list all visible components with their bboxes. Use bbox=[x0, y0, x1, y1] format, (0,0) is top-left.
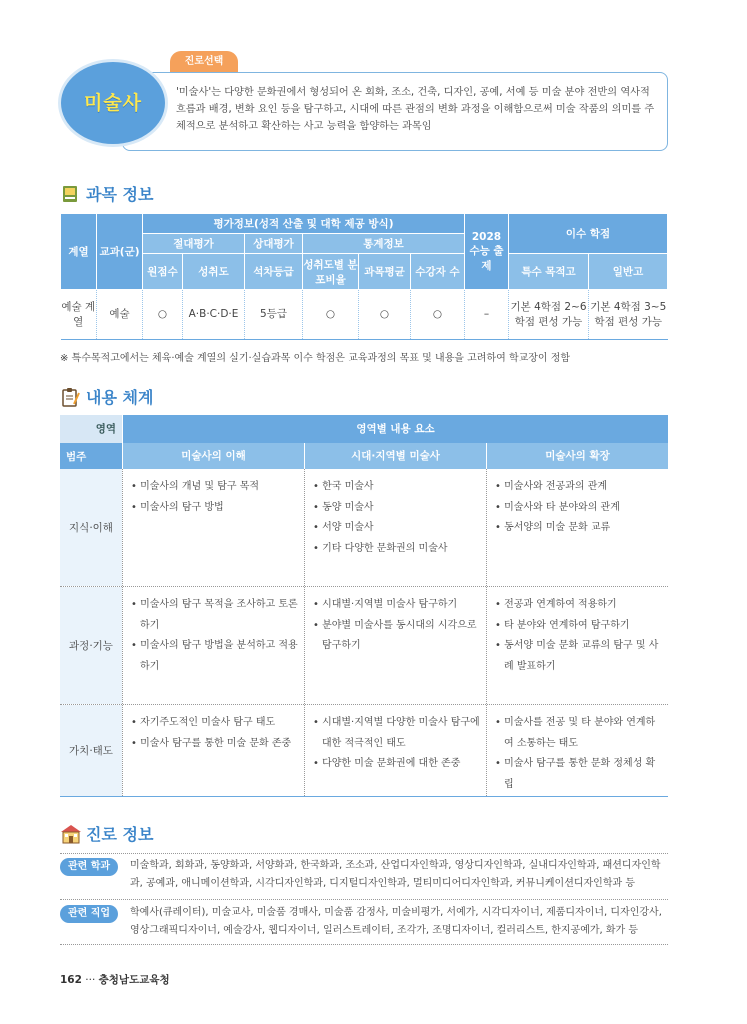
list-item: • 미술사의 개념 및 탐구 목적 bbox=[131, 477, 298, 498]
course-info-table bbox=[60, 213, 668, 340]
header-achievement: 성취도 bbox=[183, 254, 245, 290]
page-footer bbox=[60, 972, 170, 987]
section-title: 내용 체계 bbox=[86, 388, 154, 407]
list-item: • 미술사 탐구를 통한 문화 정체성 확립 bbox=[495, 754, 662, 795]
list-item: • 시대별·지역별 다양한 미술사 탐구에 대한 적극적인 태도 bbox=[313, 713, 480, 754]
cell-suneung: – bbox=[465, 290, 509, 340]
list-item: • 동서양의 미술 문화 교류 bbox=[495, 518, 662, 539]
list-item: • 타 분야와 연계하여 탐구하기 bbox=[495, 616, 662, 637]
list-item: • 미술사 탐구를 통한 미술 문화 존중 bbox=[131, 734, 298, 755]
divider bbox=[60, 853, 668, 854]
list-item: • 분야별 미술사를 동시대의 시각으로 탐구하기 bbox=[313, 616, 480, 657]
content-system-table bbox=[60, 415, 668, 797]
content-elements-header: 영역별 내용 요소 bbox=[122, 415, 668, 443]
clipboard-icon bbox=[60, 387, 80, 407]
content-cell bbox=[486, 469, 668, 586]
list-item: • 동서양 미술 문화 교류의 탐구 및 사례 발표하기 bbox=[495, 636, 662, 677]
list-item: • 시대별·지역별 미술사 탐구하기 bbox=[313, 595, 480, 616]
row-label: 지식·이해 bbox=[60, 469, 122, 586]
cell-raw-score: ○ bbox=[143, 290, 183, 340]
related-majors-text: 미술학과, 회화과, 동양화과, 서양화과, 한국화과, 조소과, 산업디자인학과, 영상디자인학과, 실내디자인학과, 패션디자인학과, 공예과, 애니메이션학과, 시각디자인학과, 디지털디자인학과, 멀티미디어디자인학과, 커뮤니케이션디자인학과 등 bbox=[130, 860, 661, 889]
related-majors-tag: 관련 학과 bbox=[60, 858, 118, 876]
header-special: 특수 목적고 bbox=[509, 254, 589, 290]
corner-category-label: 범주 bbox=[66, 451, 87, 463]
content-cell bbox=[122, 587, 304, 704]
header-absolute: 절대평가 bbox=[143, 234, 245, 254]
corner-header bbox=[60, 415, 122, 443]
cell-course-avg: ○ bbox=[359, 290, 411, 340]
header-subject-area: 교과(군) bbox=[97, 214, 143, 290]
related-jobs-tag: 관련 직업 bbox=[60, 905, 118, 923]
related-jobs-row bbox=[60, 904, 668, 940]
list-item: • 동양 미술사 bbox=[313, 498, 480, 519]
row-label: 가치·태도 bbox=[60, 705, 122, 796]
cell-general: 기본 4학점 3~5학점 편성 가능 bbox=[589, 290, 668, 340]
list-item: • 다양한 미술 문화권에 대한 존중 bbox=[313, 754, 480, 775]
header-relative: 상대평가 bbox=[245, 234, 303, 254]
course-note: ※ 특수목적고에서는 체육·예술 계열의 실기·실습과목 이수 학점은 교육과정의 목표 및 내용을 고려하여 학교장이 정함 bbox=[60, 353, 571, 364]
list-item: • 서양 미술사 bbox=[313, 518, 480, 539]
header-general: 일반고 bbox=[589, 254, 668, 290]
divider bbox=[60, 899, 668, 900]
list-item: • 미술사와 전공과의 관계 bbox=[495, 477, 662, 498]
career-info-heading bbox=[60, 822, 153, 845]
content-cell bbox=[304, 705, 486, 796]
cell-achievement-dist: ○ bbox=[303, 290, 359, 340]
cell-achievement: A·B·C·D·E bbox=[183, 290, 245, 340]
content-cell bbox=[486, 587, 668, 704]
content-cell bbox=[486, 705, 668, 796]
table-row bbox=[60, 587, 668, 705]
column-header: 미술사의 이해 bbox=[122, 443, 304, 469]
cell-group: 예술 계열 bbox=[61, 290, 97, 340]
list-item: • 기타 다양한 문화권의 미술사 bbox=[313, 539, 480, 560]
footer-separator: ··· bbox=[85, 974, 96, 986]
list-item: • 한국 미술사 bbox=[313, 477, 480, 498]
page-number: 162 bbox=[60, 974, 82, 986]
list-item: • 미술사와 타 분야와의 관계 bbox=[495, 498, 662, 519]
table-row bbox=[60, 705, 668, 797]
list-item: • 미술사의 탐구 방법을 분석하고 적용하기 bbox=[131, 636, 298, 677]
school-icon bbox=[60, 824, 80, 844]
column-header: 시대·지역별 미술사 bbox=[304, 443, 486, 469]
corner-category bbox=[60, 443, 122, 469]
subject-description: '미술사'는 다양한 문화권에서 형성되어 온 회화, 조소, 건축, 디자인, 공예, 서예 등 미술 분야 전반의 역사적 흐름과 배경, 변화 요인 등을 탐구하고, 시대에 따른 관점의 변화 과정을 이해함으로써 미술 작품의 의미를 주체적으로 분석하고 확산하는 사고 능력을 함양하는 과목임 bbox=[176, 87, 655, 132]
header-evaluation: 평가정보(성적 산출 및 대학 제공 방식) bbox=[143, 214, 465, 234]
header-course-avg: 과목평균 bbox=[359, 254, 411, 290]
content-cell bbox=[122, 469, 304, 586]
header-students: 수강자 수 bbox=[411, 254, 465, 290]
section-title: 진로 정보 bbox=[86, 825, 154, 844]
cell-subject-area: 예술 bbox=[97, 290, 143, 340]
row-label: 과정·기능 bbox=[60, 587, 122, 704]
related-majors-row bbox=[60, 857, 668, 893]
cell-rank: 5등급 bbox=[245, 290, 303, 340]
list-item: • 미술사의 탐구 목적을 조사하고 토론하기 bbox=[131, 595, 298, 636]
header-rank: 석차등급 bbox=[245, 254, 303, 290]
section-title: 과목 정보 bbox=[86, 185, 154, 204]
column-header: 미술사의 확장 bbox=[486, 443, 668, 469]
cell-special: 기본 4학점 2~6학점 편성 가능 bbox=[509, 290, 589, 340]
header-achievement-dist: 성취도별 분포비율 bbox=[303, 254, 359, 290]
content-cell bbox=[304, 469, 486, 586]
book-icon bbox=[60, 184, 80, 204]
content-system-heading bbox=[60, 385, 153, 408]
header-credits: 이수 학점 bbox=[509, 214, 668, 254]
content-cell bbox=[304, 587, 486, 704]
corner-area-label: 영역 bbox=[95, 423, 116, 435]
table-row bbox=[60, 469, 668, 587]
list-item: • 전공과 연계하여 적용하기 bbox=[495, 595, 662, 616]
publisher-name: 충청남도교육청 bbox=[98, 974, 170, 986]
content-cell bbox=[122, 705, 304, 796]
related-jobs-text: 학예사(큐레이터), 미술교사, 미술품 경매사, 미술품 감정사, 미술비평가, 서예가, 시각디자이너, 제품디자이너, 디자인강사, 영상그래픽디자이너, 예술강사, 웹디자이너, 일러스트레이터, 조각가, 조명디자이너, 컬러리스트, 한지공예가, 화가 등 bbox=[130, 907, 662, 936]
course-type-badge: 진로선택 bbox=[170, 51, 238, 72]
list-item: • 미술사의 탐구 방법 bbox=[131, 498, 298, 519]
header-statistics: 통계정보 bbox=[303, 234, 465, 254]
header-raw-score: 원점수 bbox=[143, 254, 183, 290]
list-item: • 자기주도적인 미술사 탐구 태도 bbox=[131, 713, 298, 734]
cell-students: ○ bbox=[411, 290, 465, 340]
divider bbox=[60, 944, 668, 945]
table-row bbox=[61, 290, 668, 340]
header-suneung: 2028 수능 출제 bbox=[465, 214, 509, 290]
header-group: 계열 bbox=[61, 214, 97, 290]
list-item: • 미술사를 전공 및 타 분야와 연계하여 소통하는 태도 bbox=[495, 713, 662, 754]
course-info-heading bbox=[60, 182, 153, 205]
subject-title: 미술사 bbox=[83, 92, 143, 114]
